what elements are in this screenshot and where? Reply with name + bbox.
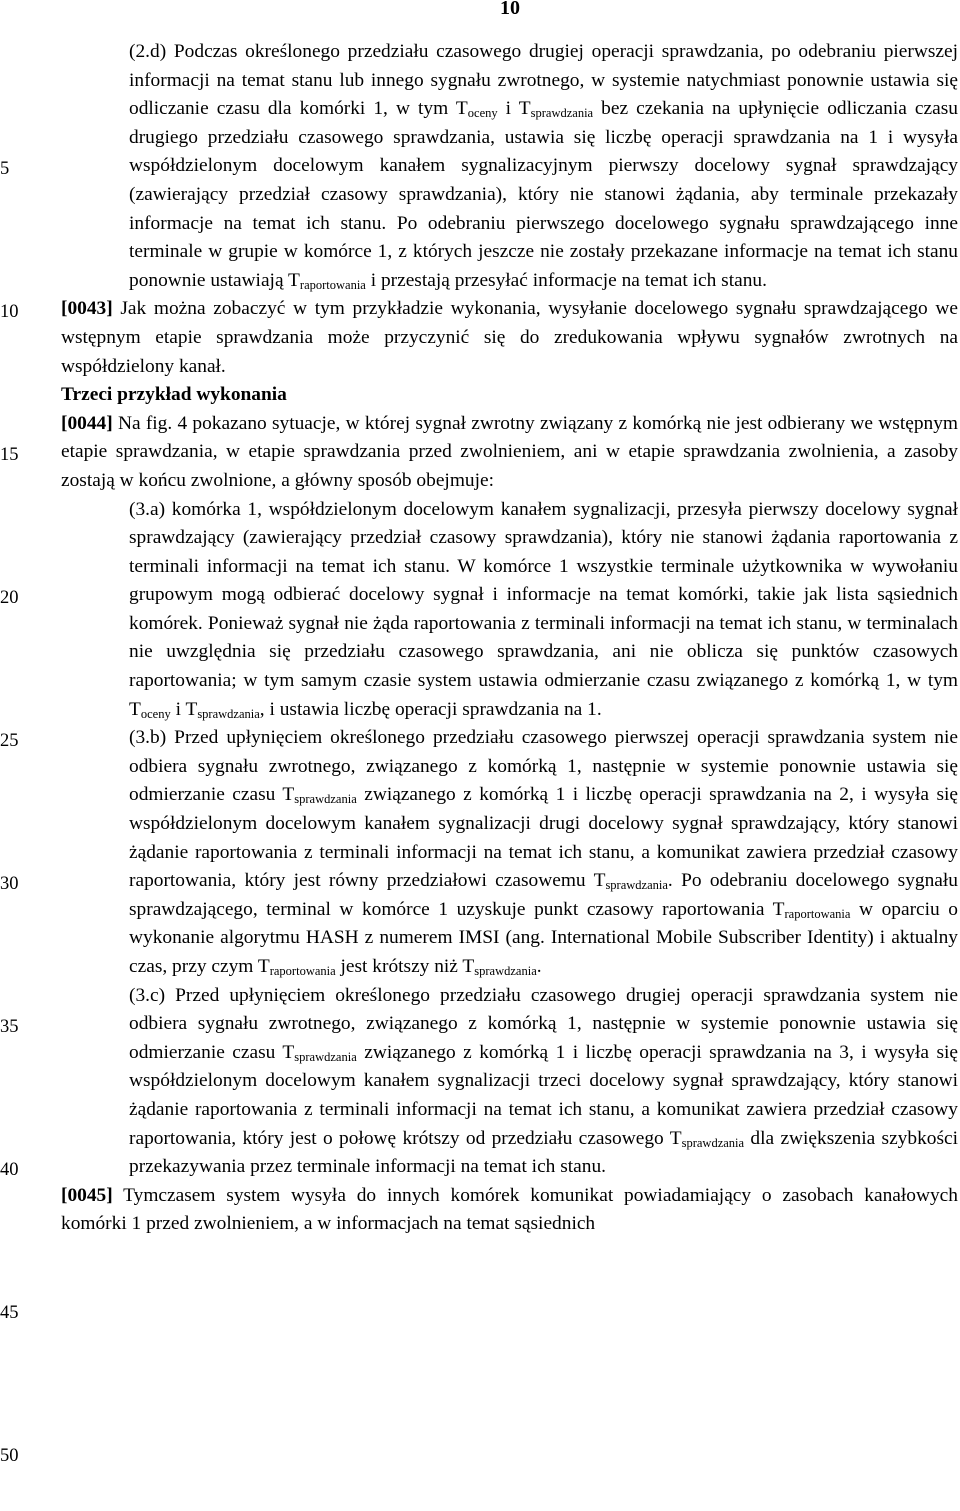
line-number: 25 (0, 731, 19, 751)
line-number: 45 (0, 1303, 19, 1323)
line-number: 20 (0, 588, 19, 608)
subscript-sprawdzania: sprawdzania (294, 1049, 357, 1064)
text-run: i przestają przesyłać informacje na temat ich stanu. (365, 269, 767, 291)
symbol-t: T (185, 698, 198, 720)
text-run: . (536, 956, 542, 977)
text-run: i (497, 98, 519, 120)
paragraph-0045 (61, 1182, 958, 1239)
text-run: (3.b) Przed upłynięciem określonego przedziału czasowego pierwszej operacji sprawdzania system nie odbiera sygnału zwrotnego, związanego z komórką 1, następnie w systemie ponownie ustawia się odmierzanie czasu (129, 727, 958, 806)
symbol-t: T (593, 870, 606, 892)
text-run: Tymczasem system wysyła do innych komórek komunikat powiadamiający o zasobach kanałowych komórki 1 przed zwolnieniem, a w informacjach na temat sąsiednich (61, 1184, 958, 1235)
page-number: 10 (500, 0, 520, 19)
subscript-sprawdzania: sprawdzania (681, 1135, 745, 1150)
line-number: 5 (0, 159, 10, 179)
symbol-t: T (462, 956, 475, 977)
text-run: , i ustawia liczbę operacji sprawdzania na 1. (259, 698, 602, 720)
text-run: związanego z komórką 1 i liczbę operacji sprawdzania na 3, i wysyła się współdzielonym docelowym kanałem sygnalizacji trzeci docelowy sygnał sprawdzający, który stanowi żądanie raportowania z terminali informacji na temat ich stanu, a komunikat zawiera przedział czasowy raportowania, który jest o połowę krótszy od przedziału czasowego (129, 1041, 958, 1149)
symbol-t: T (772, 898, 785, 920)
symbol-t: T (129, 698, 141, 720)
paragraph-3a (129, 496, 958, 725)
symbol-t: T (282, 784, 295, 806)
text-run: (3.a) komórka 1, współdzielonym docelowym kanałem sygnalizacji, przesyła pierwszy docelowy sygnał sprawdzający (zawierający przedział czasowy sprawdzania), który nie stanowi żądania raportowania z terminali informacji na temat ich stanu. W komórce 1 wszystkie terminale użytkownika w wywołaniu grupowym mogą odbierać docelowy sygnał i informacje na temat komórki, takie jak lista sąsiednich komórek. Ponieważ sygnał nie żąda raportowania z terminali informacji na temat ich stanu, w terminalach nie uwzględnia się przedziału czasowego sprawdzania, ani nie oblicza się punktów czasowych raportowania; w tym samym czasie system ustawia odmierzanie czasu związanego z komórką 1, w tym (129, 498, 958, 692)
text-run: Jak można zobaczyć w tym przykładzie wykonania, wysyłanie docelowego sygnału sprawdzającego we wstępnym etapie sprawdzania może przyczynić się do zredukowania wpływu sygnałów zwrotnych na współdzielony kanał. (61, 298, 958, 377)
text-run: i (170, 698, 186, 720)
symbol-t: T (669, 1127, 682, 1149)
subscript-sprawdzania: sprawdzania (530, 106, 594, 121)
text-run: Na fig. 4 pokazano sytuacje, w której sygnał zwrotny związany z komórką nie jest odbierany we wstępnym etapie sprawdzania, w etapie sprawdzania przed zwolnieniem, ani w etapie sprawdzania zwolnienia, a zasoby zostają w końcu zwolnione, a główny sposób obejmuje: (61, 412, 958, 491)
subscript-raportowania: raportowania (299, 277, 366, 292)
text-run: dla zwiększenia szybkości przekazywania przez terminale informacji na temat ich stanu. (129, 1127, 958, 1178)
subscript-oceny: oceny (467, 106, 498, 121)
text-run: związanego z komórką 1 i liczbę operacji sprawdzania na 2, i wysyła się współdzielonym docelowym kanałem sygnalizacji drugi docelowy sygnał sprawdzający, który stanowi żądanie raportowania z terminali informacji na temat ich stanu, a komunikat zawiera przedział czasowy raportowania, który jest równy przedziałowi czasowemu (129, 784, 958, 892)
text-run: (3.c) Przed upłynięciem określonego przedziału czasowego drugiej operacji sprawdzania system nie odbiera sygnału zwrotnego, związanego z komórką 1, następnie w systemie ponownie ustawia się odmierzanie czasu (129, 984, 958, 1063)
subscript-sprawdzania: sprawdzania (197, 706, 260, 721)
document-body (61, 38, 958, 1239)
symbol-t: T (518, 98, 531, 120)
line-number: 30 (0, 874, 19, 894)
paragraph-3b (129, 724, 958, 981)
paragraph-0043 (61, 295, 958, 381)
symbol-t: T (288, 269, 300, 291)
paragraph-label: [0043] (61, 298, 113, 320)
symbol-t: T (282, 1041, 295, 1063)
section-heading: Trzeci przykład wykonania (61, 384, 287, 406)
line-number: 10 (0, 302, 19, 322)
text-run: jest krótszy niż (335, 956, 463, 977)
subscript-oceny: oceny (140, 706, 171, 721)
paragraph-label: [0044] (61, 412, 113, 434)
subscript-sprawdzania: sprawdzania (474, 964, 537, 978)
text-run: bez czekania na upłynięcie odliczania czasu drugiego przedziału czasowego sprawdzania, ustawia się liczbę operacji sprawdzania na 1 i wysyła współdzielonym docelowym kanałem sygnalizacyjnym pierwszy docelowy sygnał sprawdzający (zawierający przedział czasowy sprawdzania), który nie stanowi żądania, aby terminale przekazały informacje na temat ich stanu. Po odebraniu pierwszego docelowego sygnału sprawdzającego inne terminale w grupie w komórce 1, z których jeszcze nie zostały przekazane informacje na temat ich stanu ponownie ustawiają (129, 98, 958, 291)
line-number-gutter (0, 0, 40, 1511)
symbol-t: T (455, 98, 468, 120)
paragraph-label: [0045] (61, 1184, 113, 1206)
line-number: 35 (0, 1017, 19, 1037)
paragraph-0044 (61, 410, 958, 496)
line-number: 50 (0, 1446, 19, 1466)
line-number: 15 (0, 445, 19, 465)
text-run: . Po odebraniu docelowego sygnału sprawdzającego, terminal w komórce 1 uzyskuje punkt czasowy raportowania (129, 870, 958, 920)
subscript-sprawdzania: sprawdzania (605, 878, 668, 893)
symbol-t: T (257, 956, 270, 977)
line-number: 40 (0, 1160, 19, 1180)
text-run: (2.d) Podczas określonego przedziału czasowego drugiej operacji sprawdzania, po odebraniu pierwszej informacji na temat stanu lub innego sygnału zwrotnego, w systemie natychmiast ponownie ustawia się odliczanie czasu dla komórki 1, w tym (129, 41, 958, 120)
subscript-sprawdzania: sprawdzania (294, 792, 357, 807)
paragraph-2d (129, 38, 958, 295)
subscript-raportowania: raportowania (269, 964, 336, 978)
text-run: w oparciu o wykonanie algorytmu HASH z numerem IMSI (ang. International Mobile Subscriber Identity) i aktualny czas, przy czym (129, 898, 958, 977)
subscript-raportowania: raportowania (784, 906, 851, 921)
paragraph-3c (129, 982, 958, 1182)
